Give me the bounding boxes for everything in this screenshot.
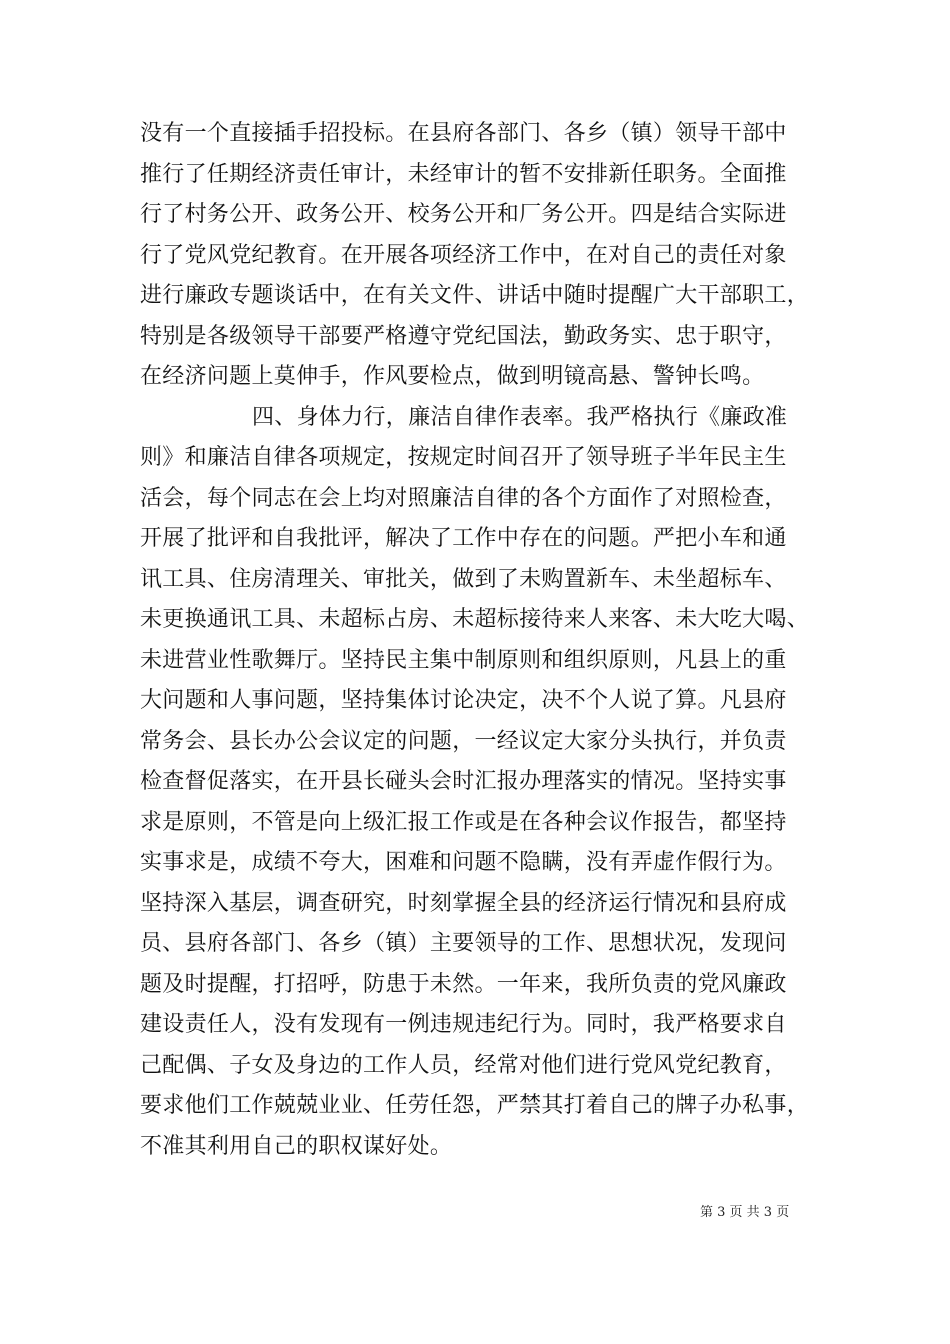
text-line: 特别是各级领导干部要严格遵守党纪国法，勤政务实、忠于职守， [140,323,787,349]
text-line: 大问题和人事问题，坚持集体讨论决定，决不个人说了算。凡县府 [140,688,787,713]
text-line: 活会，每个同志在会上均对照廉洁自律的各个方面作了对照检查， [140,485,787,511]
text-line: 推行了任期经济责任审计，未经审计的暂不安排新任职务。全面推 [140,161,787,187]
text-line: 在经济问题上莫伸手，作风要检点，做到明镜高悬、警钟长鸣。 [140,364,765,389]
text-line: 实事求是，成绩不夸大，困难和问题不隐瞒，没有弄虚作假行为。 [140,850,787,875]
text-line: 开展了批评和自我批评，解决了工作中存在的问题。严把小车和通 [140,526,787,551]
text-line: 不准其利用自己的职权谋好处。 [140,1133,453,1159]
text-line: 未更换通讯工具、未超标占房、未超标接待来人来客、未大吃大喝、 [140,607,810,632]
body-text [140,114,830,1167]
text-line: 员、县府各部门、各乡（镇）主要领导的工作、思想状况，发现问 [140,931,787,956]
text-line: 题及时提醒，打招呼，防患于未然。一年来，我所负责的党风廉政 [140,971,787,997]
text-line: 己配偶、子女及身边的工作人员，经常对他们进行党风党纪教育， [140,1052,787,1078]
text-line: 建设责任人，没有发现有一例违规违纪行为。同时，我严格要求自 [140,1012,787,1037]
text-line: 行了党风党纪教育。在开展各项经济工作中，在对自己的责任对象 [140,242,787,268]
text-line: 要求他们工作兢兢业业、任劳任怨，严禁其打着自己的牌子办私事， [140,1093,810,1118]
section-heading-line: 四、身体力行，廉洁自律作表率。我严格执行《廉政准 [252,404,788,430]
text-line: 求是原则，不管是向上级汇报工作或是在各种会议作报告，都坚持 [140,809,787,835]
text-line: 没有一个直接插手招投标。在县府各部门、各乡（镇）领导干部中 [140,121,787,146]
text-line: 常务会、县长办公会议定的问题，一经议定大家分头执行，并负责 [140,728,787,754]
text-line: 则》和廉洁自律各项规定，按规定时间召开了领导班子半年民主生 [140,445,787,470]
text-line: 检查督促落实，在开县长碰头会时汇报办理落实的情况。坚持实事 [140,769,787,794]
text-line: 讯工具、住房清理关、审批关，做到了未购置新车、未坐超标车、 [140,566,787,592]
text-line: 未进营业性歌舞厅。坚持民主集中制原则和组织原则，凡县上的重 [140,647,787,673]
text-line: 进行廉政专题谈话中，在有关文件、讲话中随时提醒广大干部职工， [140,283,810,308]
text-line: 行了村务公开、政务公开、校务公开和厂务公开。四是结合实际进 [140,202,787,227]
page-number: 第 3 页 共 3 页 [700,1205,790,1220]
text-line: 坚持深入基层，调查研究，时刻掌握全县的经济运行情况和县府成 [140,890,787,916]
